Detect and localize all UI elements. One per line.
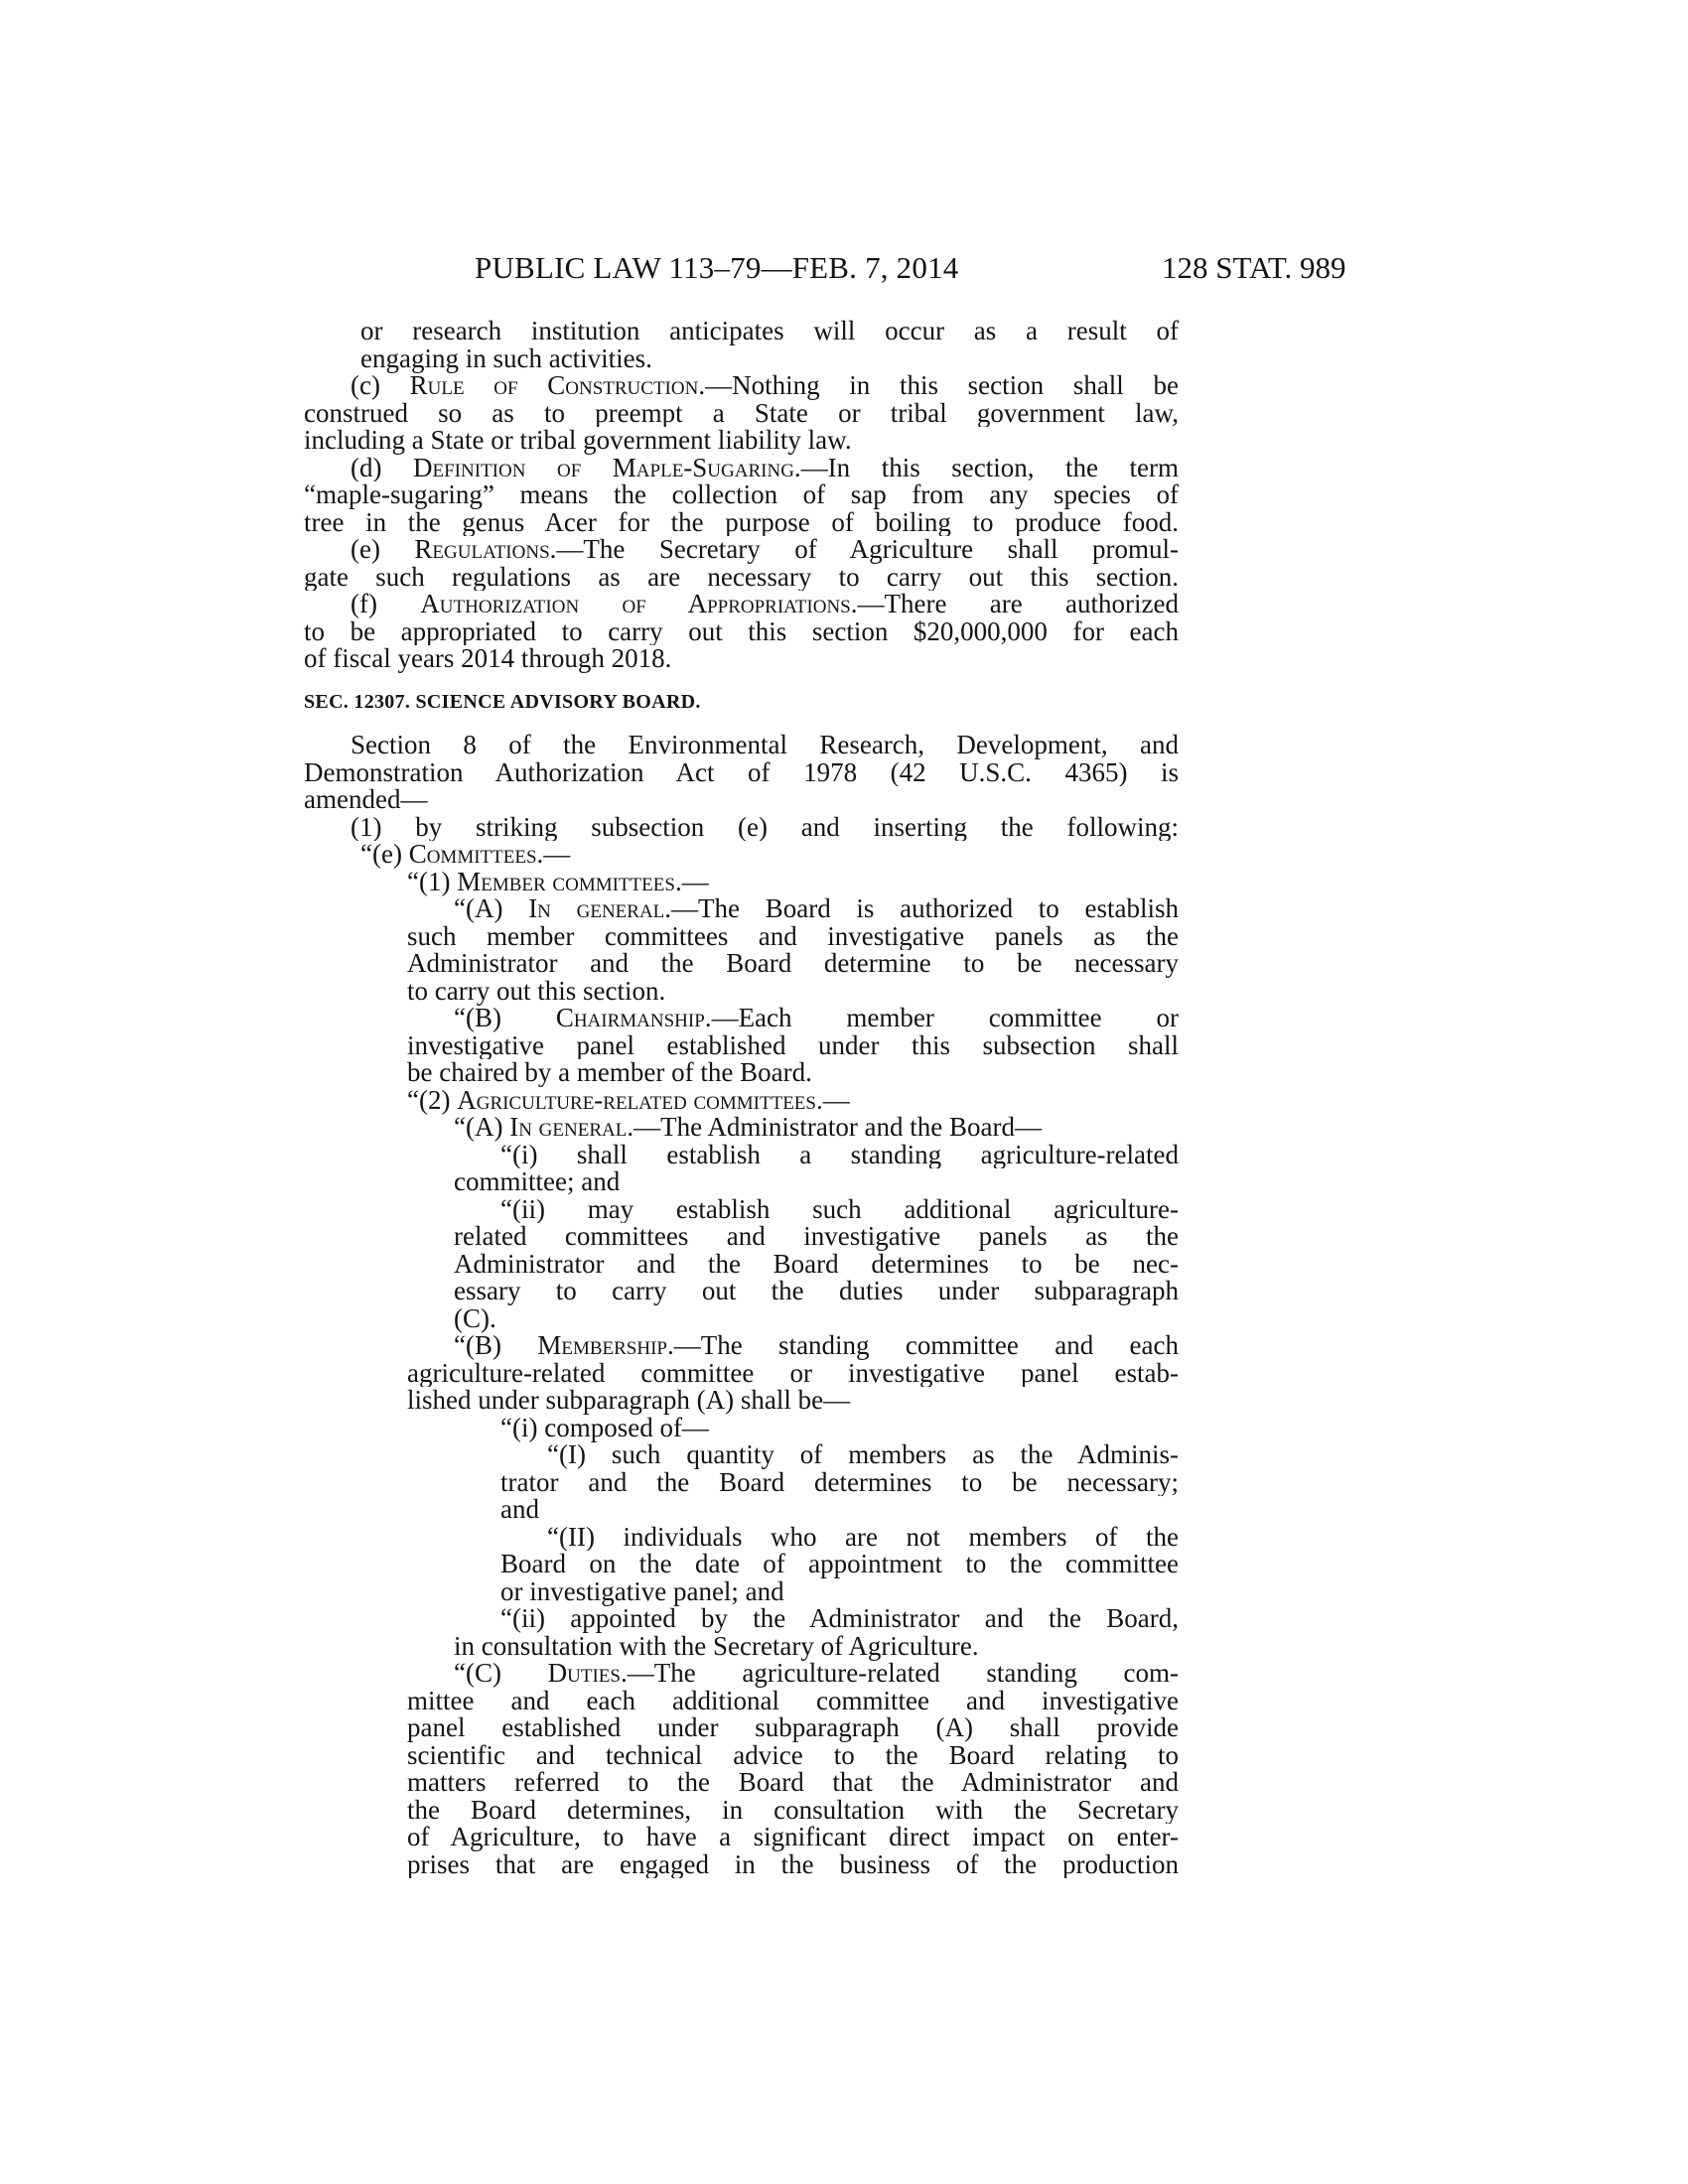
text-run: “(B): [454, 1332, 538, 1360]
text-line: panel established under subparagraph (A) shall provide: [407, 1714, 1179, 1742]
text-line: investigative panel established under this subsection shall: [407, 1031, 1179, 1059]
text-line: in consultation with the Secretary of Agriculture.: [454, 1630, 979, 1661]
text-line: “(ii) may establish such additional agriculture-: [500, 1195, 1179, 1223]
text-run: (c): [351, 372, 410, 400]
small-caps-heading: Rule of Construction: [409, 372, 699, 400]
text-line: mittee and each additional committee and investigative: [407, 1687, 1179, 1714]
paragraph-gap: [304, 716, 1179, 732]
text-run: .—Each member committee or: [704, 1005, 1179, 1032]
text-line: [407, 866, 1179, 896]
text-line: engaging in such activities.: [360, 342, 652, 373]
text-line: of fiscal years 2014 through 2018.: [304, 643, 672, 673]
text-run: “(C): [454, 1660, 548, 1688]
text-line: “(I) such quantity of members as the Adminis-: [547, 1441, 1179, 1469]
text-run: .—There are authorized: [850, 591, 1179, 618]
text-run: (d): [351, 454, 414, 481]
text-line: [360, 841, 1179, 869]
text-line: scientific and technical advice to the Board relating to: [407, 1741, 1179, 1769]
text-run: “(e): [360, 839, 409, 869]
small-caps-heading: Committees: [408, 839, 537, 869]
text-line: amended—: [304, 784, 428, 814]
text-line: “(ii) appointed by the Administrator and the Board,: [500, 1605, 1179, 1633]
text-run: .—: [674, 866, 709, 896]
text-line: or investigative panel; and: [500, 1575, 784, 1606]
text-line: [351, 536, 1179, 564]
small-caps-heading: In general: [509, 1112, 628, 1142]
text-run: .—In this section, the term: [793, 454, 1179, 481]
text-line: Board on the date of appointment to the committee: [500, 1551, 1179, 1578]
text-line: “(i) shall establish a standing agriculture-related: [500, 1141, 1179, 1168]
text-line: be chaired by a member of the Board.: [407, 1057, 812, 1087]
text-line: “(II) individuals who are not members of the: [547, 1523, 1179, 1551]
text-line: and: [500, 1494, 539, 1524]
text-run: .—The Board is authorized to establish: [664, 895, 1179, 923]
small-caps-heading: Definition of Maple-Sugaring: [413, 454, 794, 481]
text-line: [454, 895, 1179, 923]
text-line: essary to carry out the duties under subparagraph: [454, 1278, 1179, 1305]
small-caps-heading: Authorization of Appropriations: [420, 591, 851, 618]
page-stat-number: 128 STAT. 989: [1162, 250, 1346, 285]
small-caps-heading: Chairmanship: [555, 1005, 705, 1032]
small-caps-heading: Regulations: [414, 536, 550, 564]
text-line: Demonstration Authorization Act of 1978 (42 U.S.C. 4365) is: [304, 758, 1179, 786]
text-run: (e): [351, 536, 415, 564]
text-run: .—Nothing in this section shall be: [698, 372, 1179, 400]
text-line: or research institution anticipates will occur as a result of: [360, 318, 1179, 345]
statute-body-text: [304, 318, 1179, 1878]
running-header-title: PUBLIC LAW 113–79—FEB. 7, 2014: [475, 250, 959, 285]
text-run: “(A): [454, 895, 529, 923]
text-line: [454, 1660, 1179, 1688]
text-line: related committees and investigative panels as the: [454, 1223, 1179, 1251]
text-line: (1) by striking subsection (e) and inserting the following:: [351, 813, 1179, 841]
text-run: “(2): [407, 1084, 458, 1115]
text-run: .—: [815, 1084, 850, 1115]
small-caps-heading: Membership: [537, 1332, 667, 1360]
text-line: “maple-sugaring” means the collection of sap from any species of: [304, 481, 1179, 509]
text-line: construed so as to preempt a State or tribal government law,: [304, 399, 1179, 427]
text-line: tree in the genus Acer for the purpose of boiling to produce food.: [304, 508, 1179, 536]
small-caps-heading: In general: [528, 895, 665, 923]
text-line: [407, 1084, 1179, 1115]
text-line: to be appropriated to carry out this section $20,000,000 for each: [304, 617, 1179, 645]
text-run: “(B): [454, 1005, 556, 1032]
text-line: Administrator and the Board determine to be necessary: [407, 950, 1179, 978]
text-line: to carry out this section.: [407, 975, 666, 1006]
text-line: Administrator and the Board determines to be nec-: [454, 1250, 1179, 1278]
text-run: .—The Administrator and the Board—: [627, 1112, 1043, 1142]
text-line: agriculture-related committee or investigative panel estab-: [407, 1359, 1179, 1387]
text-line: gate such regulations as are necessary to carry out this section.: [304, 563, 1179, 591]
text-line: [351, 591, 1179, 618]
text-run: .—The Secretary of Agriculture shall promul-: [549, 536, 1179, 564]
text-run: .—The agriculture-related standing com-: [620, 1660, 1179, 1688]
text-line: “(i) composed of—: [500, 1412, 709, 1442]
text-line: [351, 455, 1179, 482]
text-line: (C).: [454, 1302, 496, 1333]
text-line: trator and the Board determines to be necessary;: [500, 1468, 1179, 1496]
text-run: “(A): [454, 1112, 510, 1142]
text-run: (f): [351, 591, 421, 618]
text-line: including a State or tribal government liability law.: [304, 425, 852, 455]
text-line: the Board determines, in consultation with the Secretary: [407, 1796, 1179, 1824]
text-line: prises that are engaged in the business of the production: [407, 1850, 1179, 1878]
text-line: Section 8 of the Environmental Research, Development, and: [351, 732, 1179, 759]
section-heading: SEC. 12307. SCIENCE ADVISORY BOARD.: [304, 690, 701, 713]
text-line: lished under subparagraph (A) shall be—: [407, 1385, 851, 1415]
text-line: [454, 1332, 1179, 1360]
text-run: “(1): [407, 866, 458, 896]
text-line: such member committees and investigative panels as the: [407, 922, 1179, 950]
small-caps-heading: Duties: [547, 1660, 621, 1688]
paragraph-gap: [304, 673, 1179, 689]
text-run: .—: [536, 839, 571, 869]
text-run: .—The standing committee and each: [666, 1332, 1179, 1360]
small-caps-heading: Agriculture-related committees: [457, 1084, 816, 1115]
text-line: [454, 1005, 1179, 1032]
text-line: matters referred to the Board that the Administrator and: [407, 1769, 1179, 1797]
text-line: [351, 372, 1179, 400]
text-line: [454, 1114, 1179, 1142]
text-line: committee; and: [454, 1166, 621, 1196]
text-line: of Agriculture, to have a significant direct impact on enter-: [407, 1824, 1179, 1851]
small-caps-heading: Member committees: [457, 866, 675, 896]
